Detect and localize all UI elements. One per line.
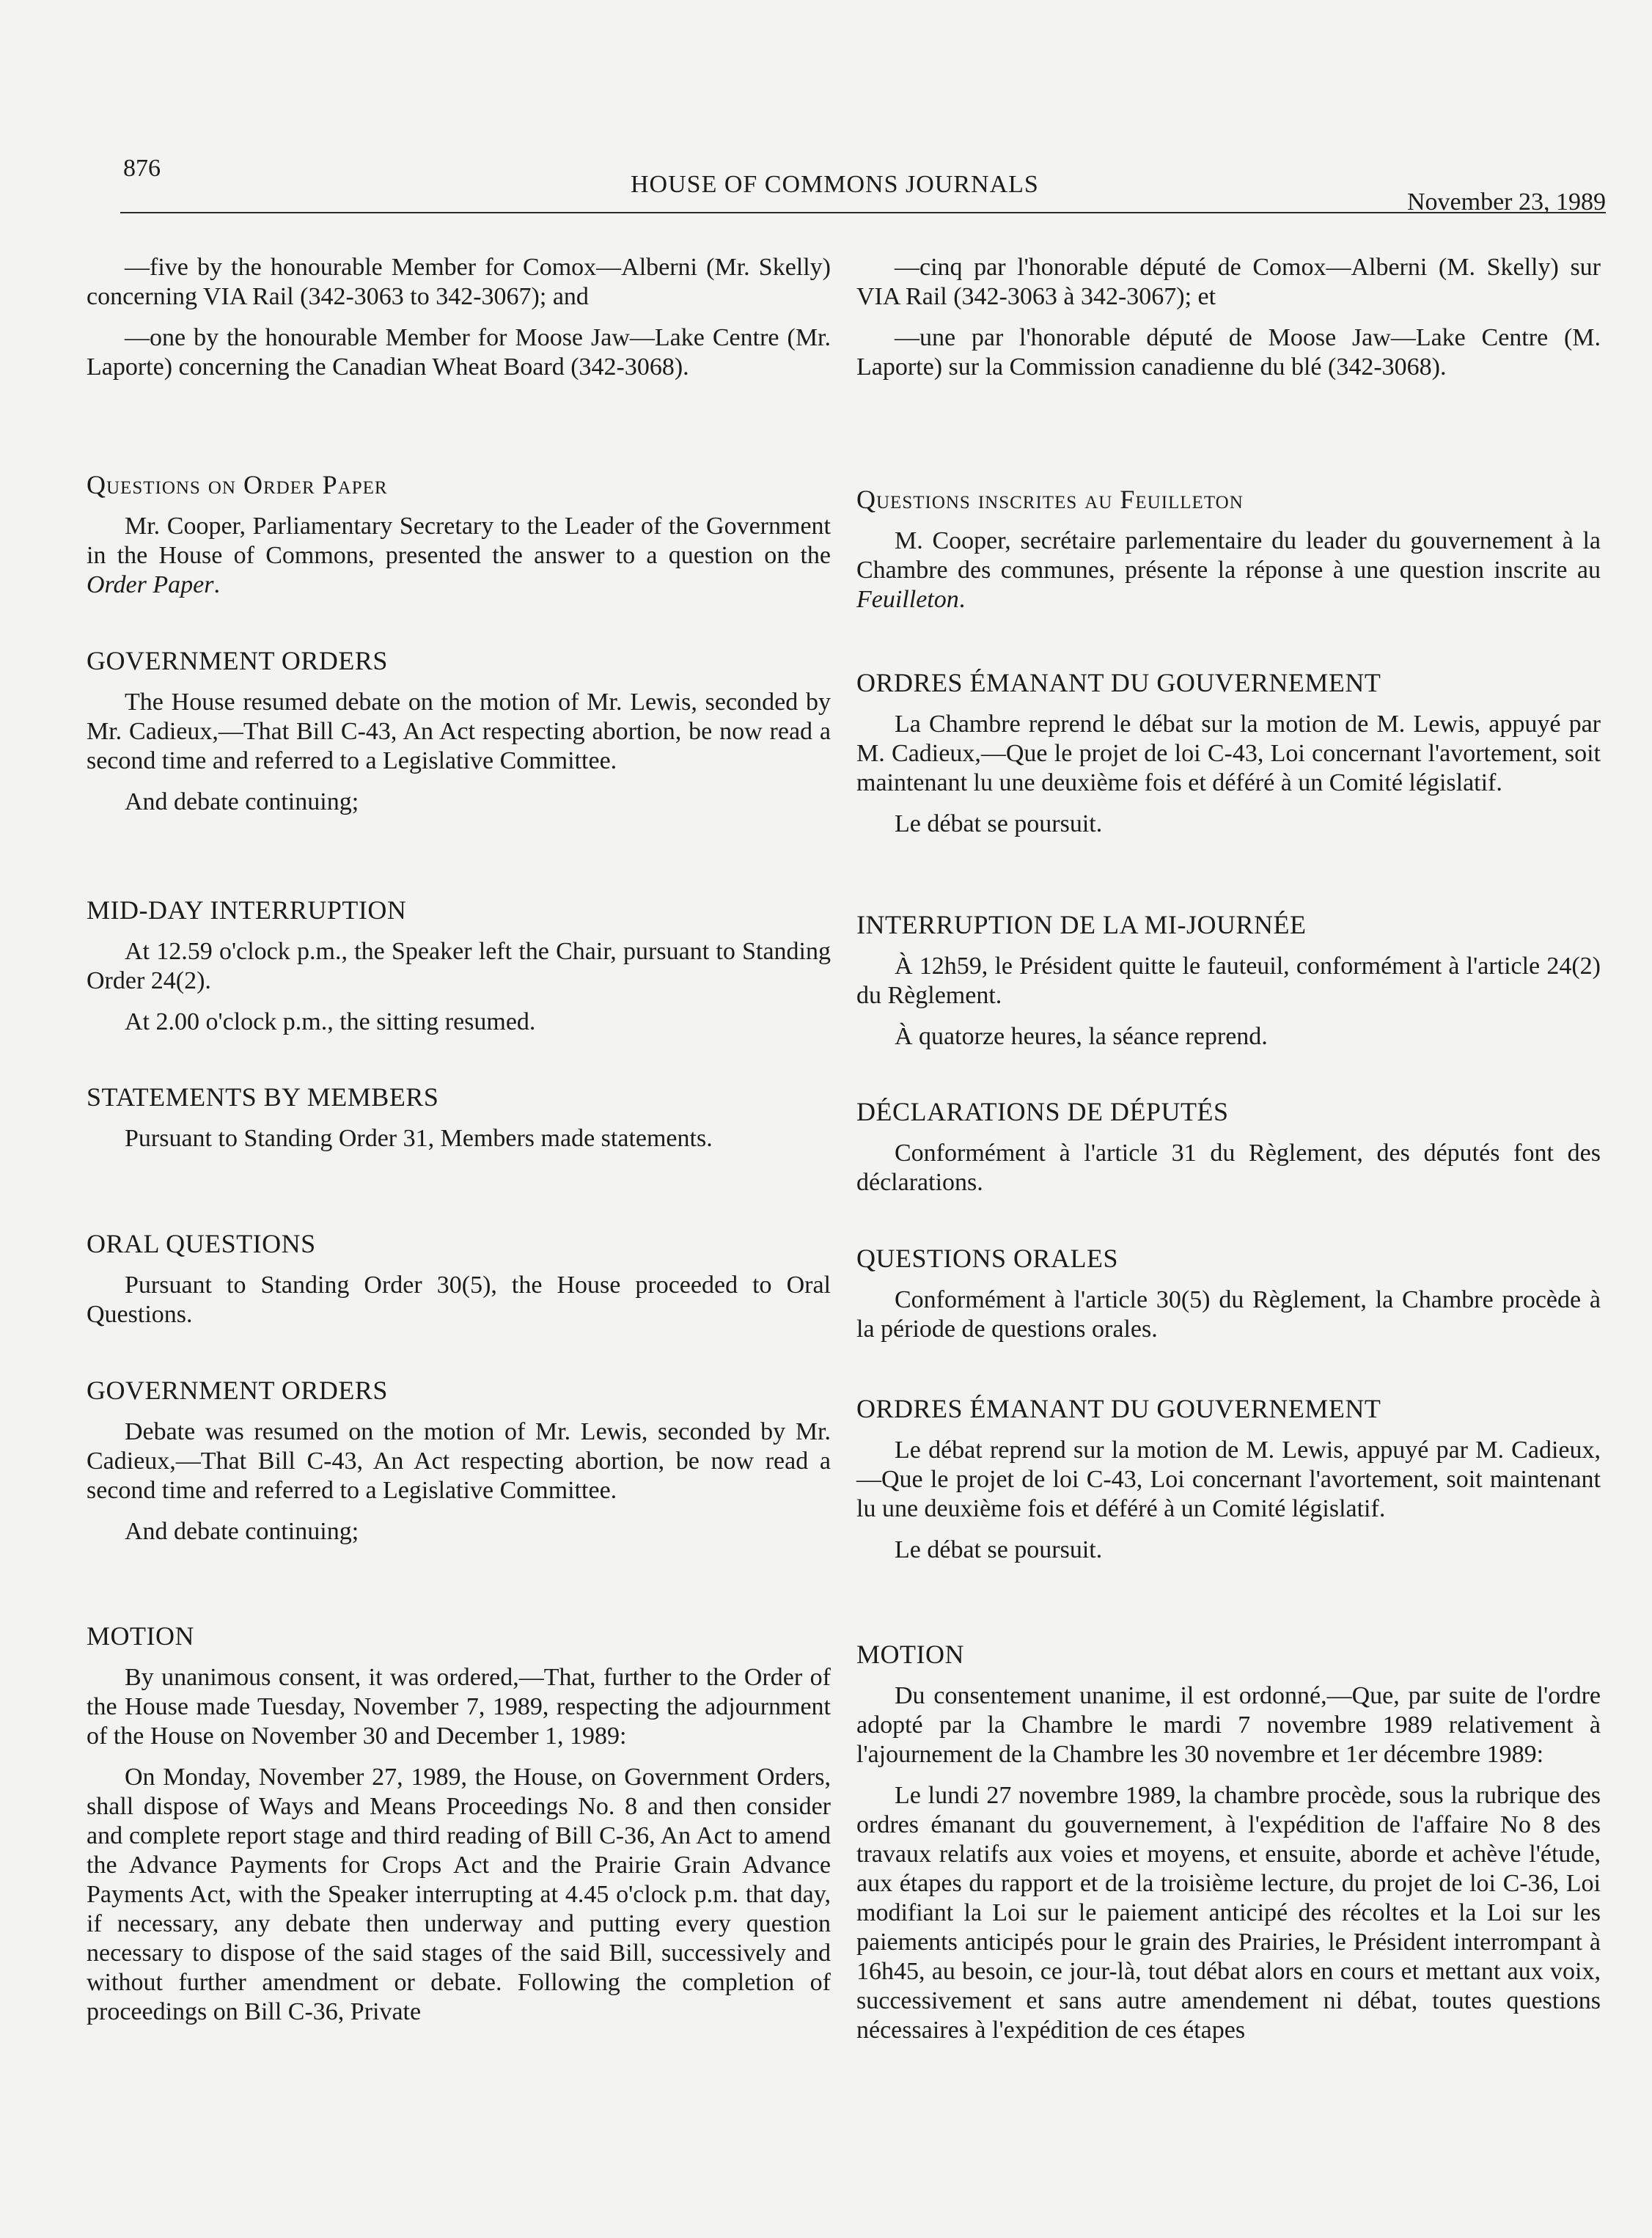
section-paragraph: Du consentement unanime, il est ordonné,—Que, par suite de l'ordre adopté par la Chambre le mardi 7 novembre 1989 relativement à l'ajournement de la Chambre les 30 novembre et 1er décembre 1989: xyxy=(856,1682,1601,1768)
section-paragraph: La Chambre reprend le débat sur la motion de M. Lewis, appuyé par M. Cadieux,—Que le projet de loi C-43, Loi concernant l'avortement, soit maintenant lu une deuxième fois et déféré à un Comité législatif. xyxy=(856,711,1601,796)
section-heading: ORDRES ÉMANANT DU GOUVERNEMENT xyxy=(856,668,1381,697)
gov-orders-section-2 xyxy=(856,1393,1601,1577)
header-rule xyxy=(120,212,1606,213)
questions-section xyxy=(87,469,831,612)
section-paragraph: At 2.00 o'clock p.m., the sitting resumed. xyxy=(125,1008,536,1035)
section-heading: Questions inscrites au Feuilleton xyxy=(856,485,1244,514)
section-heading: GOVERNMENT ORDERS xyxy=(87,646,388,675)
gov-orders-section-1 xyxy=(87,645,831,829)
gov-orders-section-1 xyxy=(856,667,1601,851)
debate-continuing: And debate continuing; xyxy=(125,1518,359,1545)
section-paragraph: Pursuant to Standing Order 31, Members made statements. xyxy=(125,1125,713,1152)
section-heading: ORAL QUESTIONS xyxy=(87,1229,316,1258)
statements-section xyxy=(856,1096,1601,1209)
petitions-continued xyxy=(856,253,1601,394)
debate-continuing: And debate continuing; xyxy=(125,788,359,815)
page-number: 876 xyxy=(123,155,161,182)
section-paragraph: Le lundi 27 novembre 1989, la chambre procède, sous la rubrique des ordres émanant du gouvernement, à l'expédition de l'affaire No 8 des travaux relatifs aux voies et moyens, et ensuite, aborde et achève l'étude, aux étapes du rapport et de la troisième lecture, du projet de loi C-36, Loi modifiant la Loi sur le paiement anticipé des récoltes et la Loi sur les paiements anticipés pour le grain des Prairies, le Président interrompant à 16h45, au besoin, ce jour-là, tout débat alors en cours et mettant aux voix, successivement et sans autre amendement ni débat, toutes questions nécessaires à l'expédition de ces étapes xyxy=(856,1782,1601,2044)
midday-section xyxy=(856,909,1601,1063)
section-paragraph: M. Cooper, secrétaire parlementaire du leader du gouvernement à la Chambre des communes, présente la réponse à une question inscrite au Feuilleton. xyxy=(856,527,1601,613)
motion-section xyxy=(856,1639,1601,2057)
petition-one: —one by the honourable Member for Moose Jaw—Lake Centre (Mr. Laporte) concerning the Canadian Wheat Board (342-3068). xyxy=(87,324,831,381)
section-paragraph: On Monday, November 27, 1989, the House, on Government Orders, shall dispose of Ways and Means Proceedings No. 8 and then consider and complete report stage and third reading of Bill C-36, An Act to amend the Advance Payments for Crops Act and the Prairie Grain Advance Payments Act, with the Speaker interrupting at 4.45 o'clock p.m. that day, if necessary, any debate then underway and putting every question necessary to dispose of the said stages of the said Bill, successively and without further amendment or debate. Following the completion of proceedings on Bill C-36, Private xyxy=(87,1764,831,2025)
journal-date: November 23, 1989 xyxy=(1406,188,1606,216)
section-heading: QUESTIONS ORALES xyxy=(856,1244,1119,1273)
petition-five: —five by the honourable Member for Comox—Alberni (Mr. Skelly) concerning VIA Rail (342-3063 to 342-3067); and xyxy=(87,254,831,310)
questions-section xyxy=(856,484,1601,626)
page-header xyxy=(88,150,1606,218)
petition-one: —une par l'honorable député de Moose Jaw—Lake Centre (M. Laporte) sur la Commission canadienne du blé (342-3068). xyxy=(856,324,1601,381)
debate-continuing: Le débat se poursuit. xyxy=(895,810,1103,837)
statements-section xyxy=(87,1082,831,1165)
gov-orders-section-2 xyxy=(87,1375,831,1558)
section-paragraph: The House resumed debate on the motion of Mr. Lewis, seconded by Mr. Cadieux,—That Bill C-43, An Act respecting abortion, be now read a second time and referred to a Legislative Committee. xyxy=(87,689,831,774)
journal-title: HOUSE OF COMMONS JOURNALS xyxy=(631,171,1039,198)
section-heading: MID-DAY INTERRUPTION xyxy=(87,895,407,925)
petitions-continued xyxy=(87,253,831,394)
petition-five: —cinq par l'honorable député de Comox—Alberni (M. Skelly) sur VIA Rail (342-3063 à 342-3067); et xyxy=(856,254,1601,310)
section-heading: DÉCLARATIONS DE DÉPUTÉS xyxy=(856,1097,1229,1126)
section-heading: INTERRUPTION DE LA MI-JOURNÉE xyxy=(856,910,1307,939)
section-heading: MOTION xyxy=(856,1640,964,1669)
section-paragraph: Le débat reprend sur la motion de M. Lewis, appuyé par M. Cadieux,—Que le projet de loi C-43, Loi concernant l'avortement, soit maintenant lu une deuxième fois et déféré à un Comité législatif. xyxy=(856,1437,1601,1522)
midday-section xyxy=(87,895,831,1049)
section-paragraph: À 12h59, le Président quitte le fauteuil, conformément à l'article 24(2) du Règlement. xyxy=(856,953,1601,1009)
debate-continuing: Le débat se poursuit. xyxy=(895,1536,1103,1563)
section-heading: ORDRES ÉMANANT DU GOUVERNEMENT xyxy=(856,1394,1381,1423)
section-heading: Questions on Order Paper xyxy=(87,470,388,499)
section-heading: MOTION xyxy=(87,1621,194,1651)
section-paragraph: Mr. Cooper, Parliamentary Secretary to the Leader of the Government in the House of Commons, presented the answer to a question on the Order Paper. xyxy=(87,513,831,598)
section-heading: GOVERNMENT ORDERS xyxy=(87,1376,388,1405)
section-heading: STATEMENTS BY MEMBERS xyxy=(87,1082,439,1112)
section-paragraph: Pursuant to Standing Order 30(5), the House proceeded to Oral Questions. xyxy=(87,1272,831,1328)
section-paragraph: Conformément à l'article 31 du Règlement, des députés font des déclarations. xyxy=(856,1140,1601,1196)
oral-questions-section xyxy=(856,1243,1601,1356)
motion-section xyxy=(87,1621,831,2039)
section-paragraph: By unanimous consent, it was ordered,—That, further to the Order of the House made Tuesday, November 7, 1989, respecting the adjournment of the House on November 30 and December 1, 1989: xyxy=(87,1664,831,1750)
section-paragraph: Conformément à l'article 30(5) du Règlement, la Chambre procède à la période de questions orales. xyxy=(856,1286,1601,1343)
section-paragraph: Debate was resumed on the motion of Mr. Lewis, seconded by Mr. Cadieux,—That Bill C-43, An Act respecting abortion, be now read a second time and referred to a Legislative Committee. xyxy=(87,1418,831,1504)
oral-questions-section xyxy=(87,1228,831,1341)
section-paragraph: At 12.59 o'clock p.m., the Speaker left the Chair, pursuant to Standing Order 24(2). xyxy=(87,938,831,994)
section-paragraph: À quatorze heures, la séance reprend. xyxy=(895,1023,1268,1050)
